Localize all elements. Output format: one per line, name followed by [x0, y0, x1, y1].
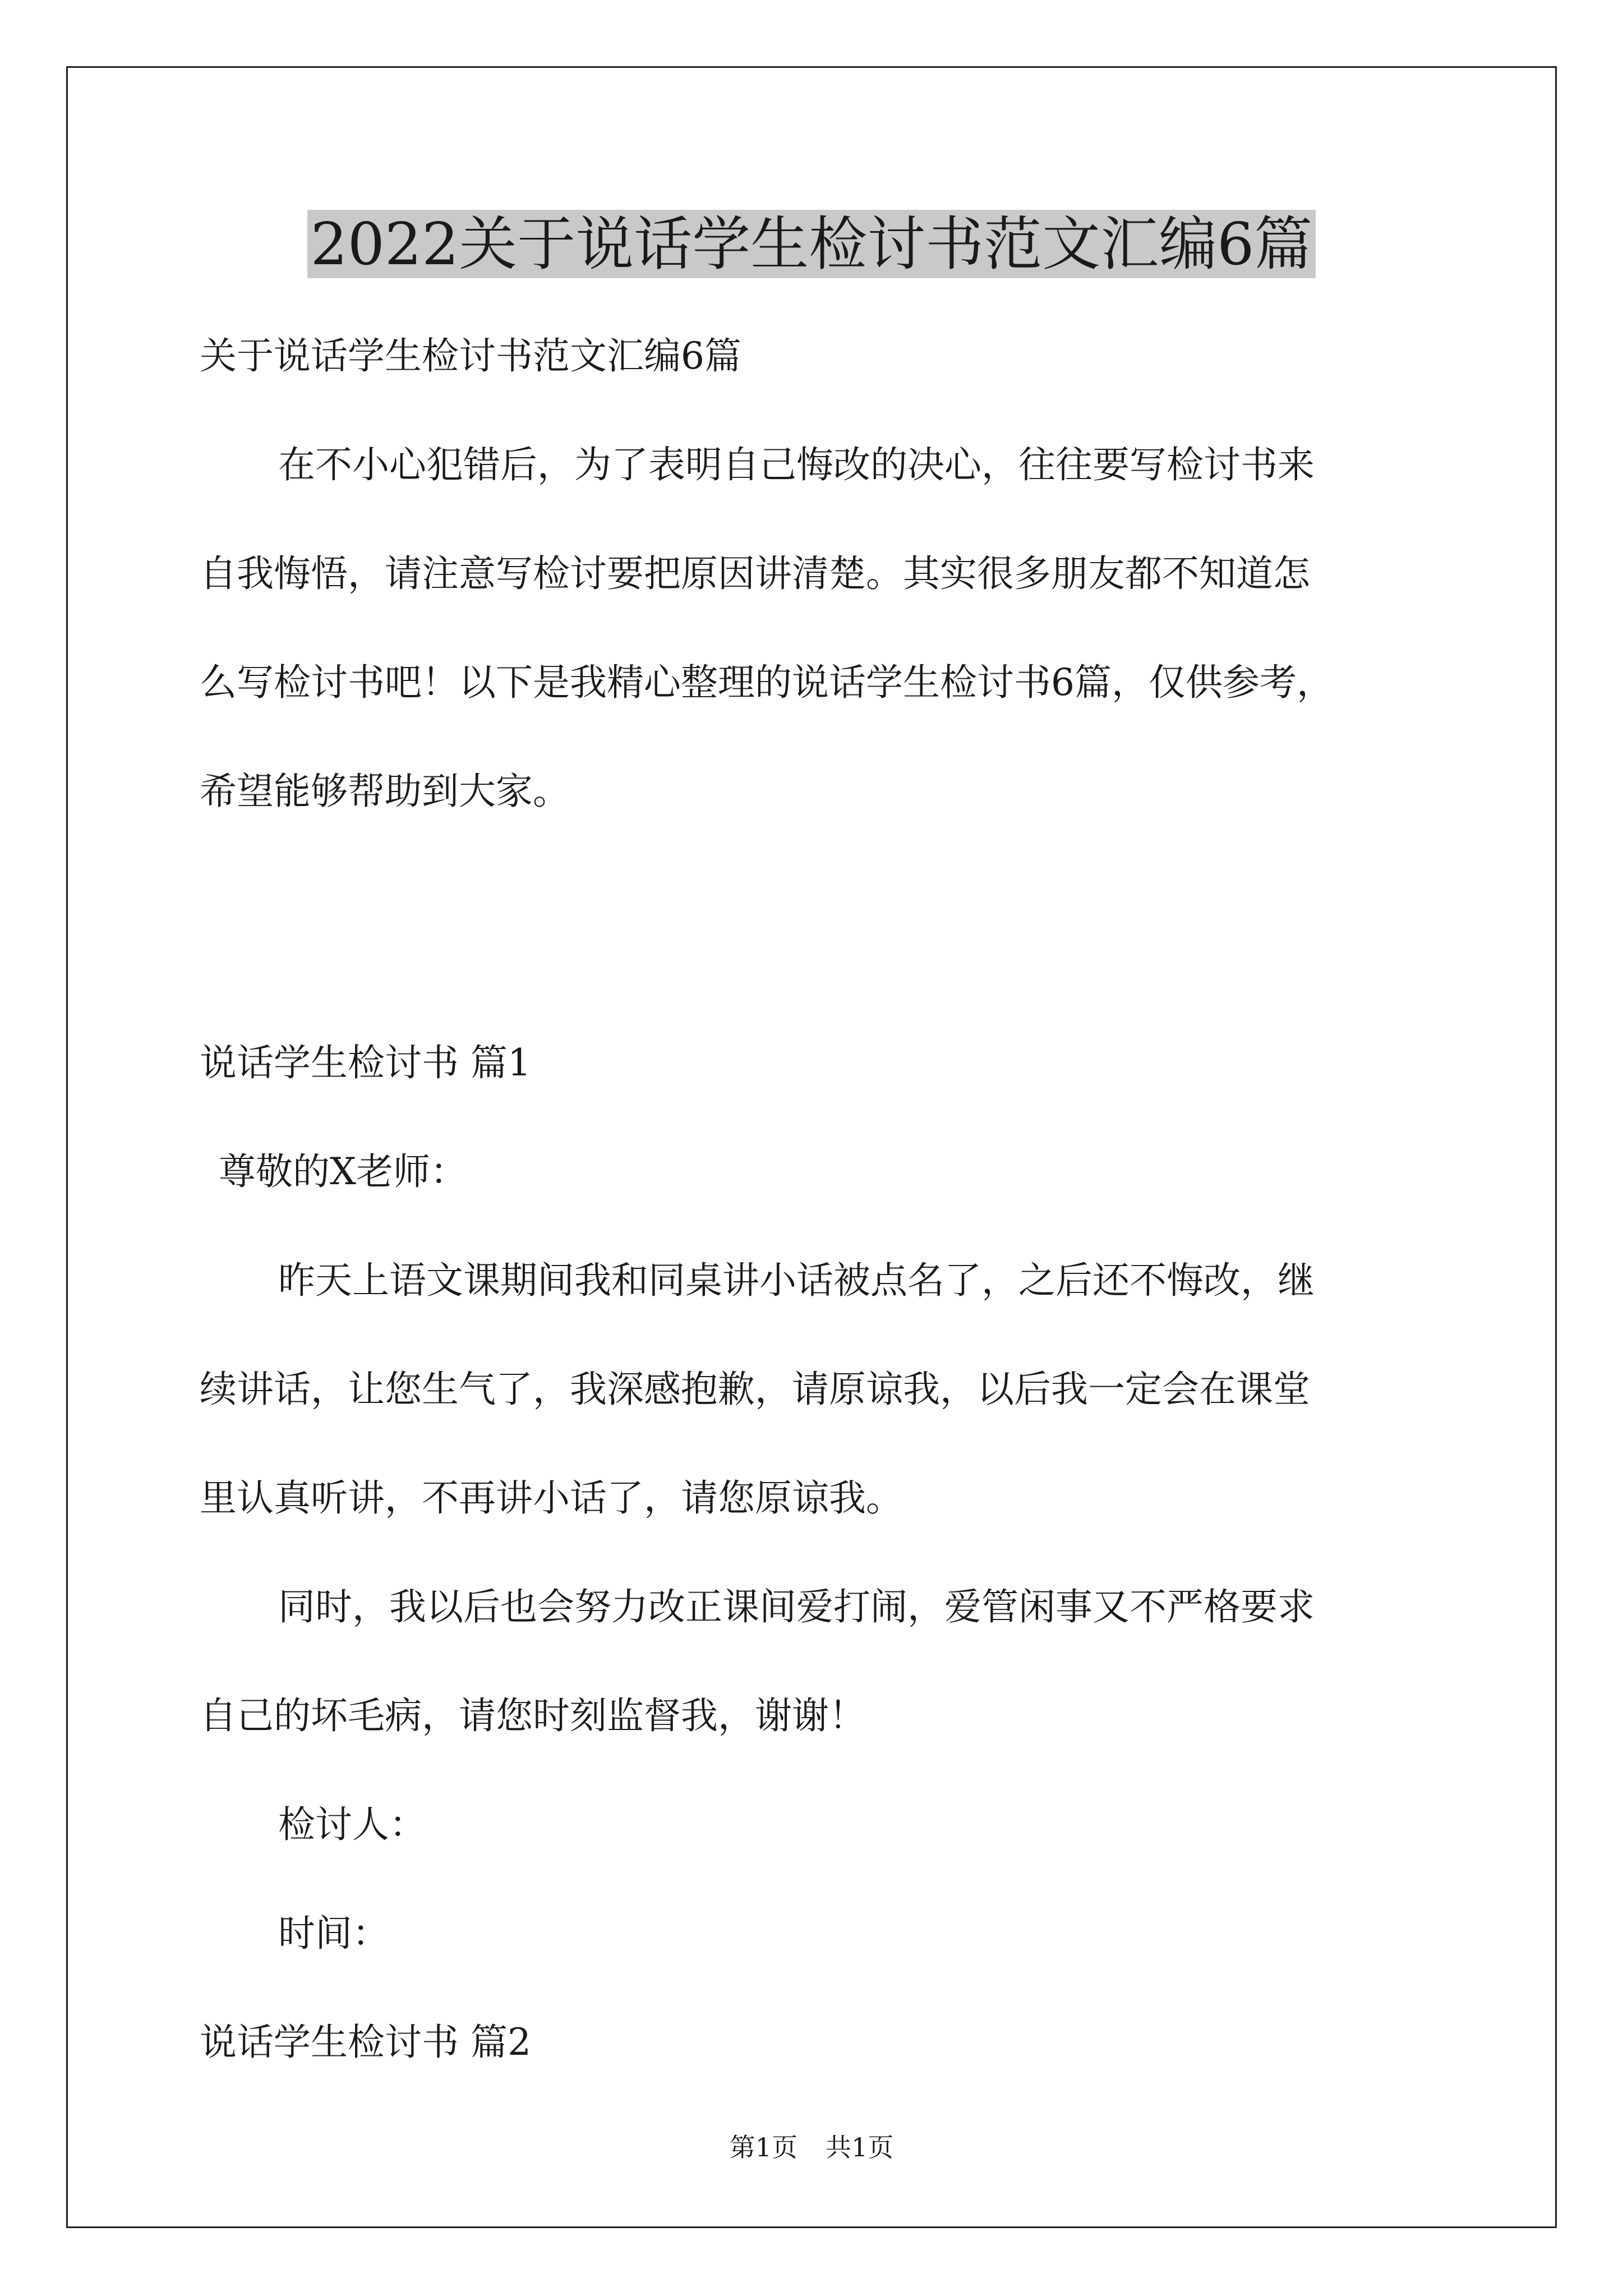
section-gap: [200, 858, 1478, 1021]
time-label: 时间：: [278, 1912, 389, 1955]
page-footer: [0, 2131, 1623, 2164]
document-title: [0, 202, 1623, 286]
document-title-text: 2022关于说话学生检讨书范文汇编6篇: [307, 210, 1316, 278]
signer-label: 检讨人：: [278, 1803, 426, 1846]
section-1-para-1-line-3: 里认真听讲，不再讲小话了，请您原谅我。: [200, 1476, 903, 1520]
section-1-para-2-line-2: 自己的坏毛病，请您时刻监督我，谢谢！: [200, 1694, 866, 1737]
section-1-para-1-line-1: 昨天上语文课期间我和同桌讲小话被点名了，之后还不悔改，继: [278, 1259, 1315, 1302]
section-2-heading: 说话学生检讨书 篇2: [200, 2021, 531, 2064]
page-number-current: 第1页: [729, 2132, 797, 2162]
page-number-total: 共1页: [826, 2132, 894, 2162]
intro-line-4: 希望能够帮助到大家。: [200, 770, 570, 813]
section-1-para-2-line-1: 同时，我以后也会努力改正课间爱打闹，爱管闲事又不严格要求: [278, 1585, 1315, 1628]
section-1-para-1-line-2: 续讲话，让您生气了，我深感抱歉，请原谅我，以后我一定会在课堂: [200, 1368, 1310, 1411]
document-body: [200, 314, 1478, 2109]
salutation: 尊敬的X老师：: [219, 1150, 467, 1193]
document-subtitle: 关于说话学生检讨书范文汇编6篇: [200, 334, 741, 378]
intro-line-2: 自我悔悟，请注意写检讨要把原因讲清楚。其实很多朋友都不知道怎: [200, 552, 1310, 595]
section-1-heading: 说话学生检讨书 篇1: [200, 1041, 531, 1084]
intro-line-1: 在不小心犯错后，为了表明自己悔改的决心，往往要写检讨书来: [278, 443, 1315, 486]
intro-line-3: 么写检讨书吧！以下是我精心整理的说话学生检讨书6篇，仅供参考，: [200, 661, 1334, 704]
